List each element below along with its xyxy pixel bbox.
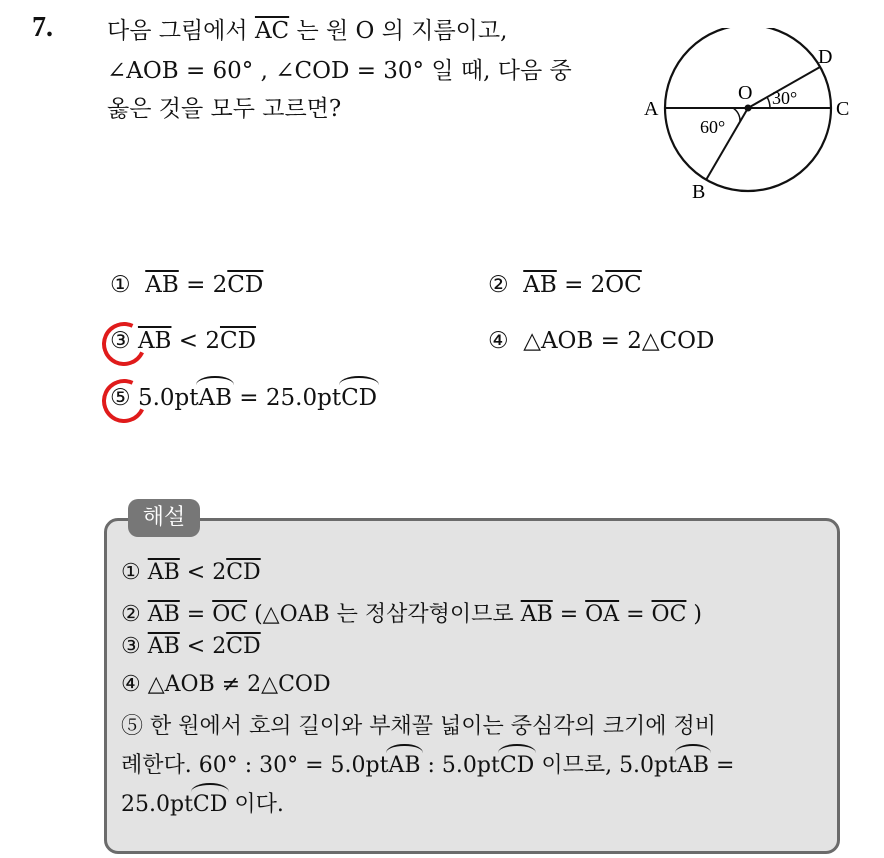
explanation-line-5b: 례한다. 60° : 30° = 5.0ptAB : 5.0ptCD 이므로, 5.0ptAB =: [121, 753, 735, 778]
choice-1[interactable]: ① $\overline{AB} = 2\overline{CD}$: [110, 272, 264, 298]
label-d: D: [818, 46, 833, 68]
label-angle-30: 30°: [772, 88, 798, 108]
question-line-1: 다음 그림에서 $\overline{AC}$ 는 원 O 의 지름이고,: [107, 18, 508, 44]
explanation-line-2: ② $\overline{AB} = \overline{OC}$ (△OAB 는 정삼각형이므로 $\overline{AB} = \overline{OA} = \overline{OC}$ ): [121, 602, 702, 627]
explanation-line-3: ③ $\overline{AB} < 2\overline{CD}$: [121, 634, 261, 659]
label-angle-60: 60°: [700, 117, 726, 137]
explanation-line-5a: ⑤ 한 원에서 호의 길이와 부채꼴 넓이는 중심각의 크기에 정비: [121, 714, 716, 739]
explanation-tag: 해설: [128, 499, 200, 537]
choice-4[interactable]: ④ △AOB = 2△COD: [488, 328, 715, 354]
angle-arc-60: [733, 108, 740, 121]
choice-3[interactable]: ③ $\overline{AB} < 2\overline{CD}$: [110, 328, 257, 354]
choice-5[interactable]: ⑤ 5.0ptAB = 25.0ptCD: [110, 385, 378, 411]
label-b: B: [692, 181, 706, 203]
center-point: [745, 105, 752, 112]
explanation-line-1: ① $\overline{AB} < 2\overline{CD}$: [121, 560, 261, 585]
question-line-2: ∠AOB = 60° , ∠COD = 30° 일 때, 다음 중: [107, 58, 572, 84]
label-c: C: [836, 98, 850, 120]
explanation-line-4: ④ △AOB ≠ 2△COD: [121, 672, 331, 697]
selection-mark-3: [96, 316, 152, 372]
explanation-line-5c: 25.0ptCD 이다.: [121, 792, 284, 817]
choice-2[interactable]: ② $\overline{AB} = 2\overline{OC}$: [488, 272, 642, 298]
label-o: O: [738, 82, 753, 104]
angle-arc-30: [767, 97, 770, 108]
question-number: 7.: [32, 12, 53, 43]
question-line-3: 옳은 것을 모두 고르면?: [107, 96, 342, 122]
circle-figure: [636, 28, 856, 208]
selection-mark-5: [96, 373, 152, 429]
label-a: A: [644, 98, 659, 120]
